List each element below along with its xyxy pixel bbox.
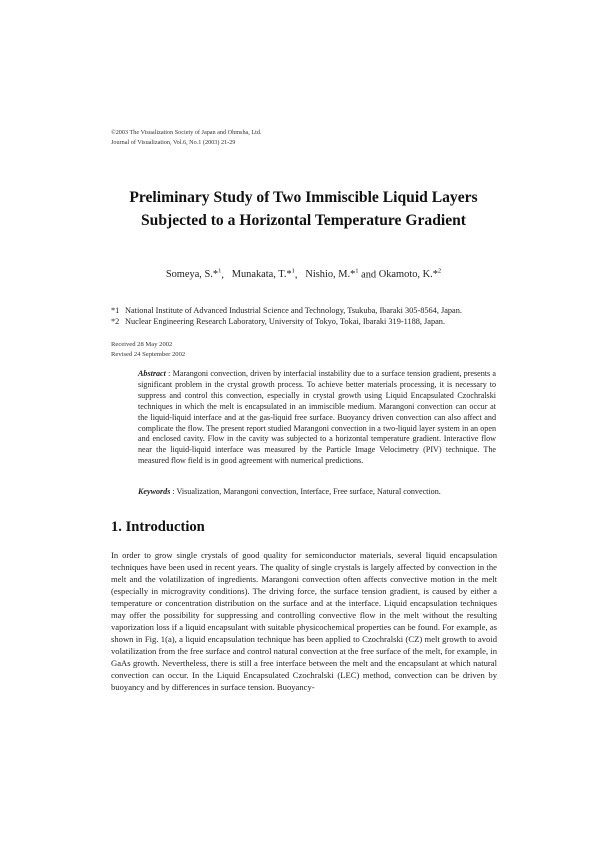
- revised-date: Revised 24 September 2002: [111, 350, 186, 358]
- affiliation-item: *2 Nuclear Engineering Research Laboratory, University of Tokyo, Tokai, Ibaraki 319-1188, Japan.: [111, 317, 446, 326]
- author: Nishio, M.*$^1$: [305, 268, 359, 281]
- author: Okamoto, K.*$^2$: [378, 268, 442, 281]
- abstract-label: Abstract: [138, 369, 166, 378]
- author: Someya, S.*$^1$: [165, 268, 222, 281]
- keywords-text: : Visualization, Marangoni convection, Interface, Free surface, Natural convection.: [170, 487, 441, 496]
- title-line-1: Preliminary Study of Two Immiscible Liquid Layers: [129, 189, 478, 206]
- paper-title: [60, 186, 547, 232]
- journal-citation: Journal of Visualization, Vol.6, No.1 (2003) 21-29: [111, 138, 236, 146]
- received-date: Received 28 May 2002: [111, 341, 173, 348]
- keywords-label: Keywords: [138, 487, 171, 496]
- affiliations: [111, 305, 462, 327]
- abstract-text: : Marangoni convection, driven by interfacial instability due to a surface tension gradient, presents a significant problem in the crystal growth process. To achieve better materials processing, it is necessary to suppress and control this convection, especially in crystal growth using Liquid Encapsulated Czochralski techniques in which the melt is encapsulated in an immiscible medium. Marangoni convection can occur at the liquid-liquid interface and at the gas-liquid free surface. Buoyancy driven convection can also affect and complicate the flow. The present report studied Marangoni convection in a two-liquid layer system in an open and enclosed cavity. Flow in the cavity was subjected to a horizontal temperature gradient. Interactive flow near the liquid-liquid interface was measured by the Particle Image Velocimetry (PIV) technique. The measured flow field is in good agreement with numerical predictions.: [138, 369, 496, 466]
- keywords: [138, 487, 468, 498]
- author-list: Someya, S.*$^1$, Munakata, T.*$^1$, Nishio, M.*$^1$ and Okamoto, K.*$^2$: [165, 268, 442, 281]
- submission-dates: [111, 340, 185, 359]
- title-line-2: Subjected to a Horizontal Temperature Gradient: [141, 212, 466, 229]
- affiliation-item: *1 National Institute of Advanced Industrial Science and Technology, Tsukuba, Ibaraki 305-8564, Japan.: [111, 306, 462, 315]
- copyright-notice: [111, 128, 262, 147]
- body-paragraph: In order to grow single crystals of good quality for semiconductor materials, several liquid encapsulation techniques have been used in recent years. The quality of single crystals is largely affected by convection in the melt and the volatilization of ingredients. Marangoni convection often affects convective motion in the melt (especially in microgravity conditions). The driving force, the surface tension gradient, is caused by either a temperature or concentration distribution on the surface and at the interface. Liquid encapsulation techniques may offer the possibility for suppressing and controlling convective flow in the melt without the resulting vaporization loss if a liquid encapsulant with suitable physicochemical properties can be found. For example, as shown in Fig. 1(a), a liquid encapsulation technique has been applied to Czochralski (CZ) melt growth to avoid volatilization from the free surface and control natural convection at the free surface of the melt, for example, in GaAs growth. Nevertheless, there is still a free interface between the melt and the encapsulant at which natural convection can occur. In the Liquid Encapsulated Czochralski (LEC) method, convection can be driven by buoyancy and by differences in surface tension. Buoyancy-: [111, 550, 497, 692]
- author: Munakata, T.*$^1$: [231, 268, 295, 281]
- copyright-line: ©2003 The Visualization Society of Japan and Ohmsha, Ltd.: [111, 129, 262, 136]
- section-heading: 1. Introduction: [111, 519, 205, 535]
- abstract: [138, 369, 496, 467]
